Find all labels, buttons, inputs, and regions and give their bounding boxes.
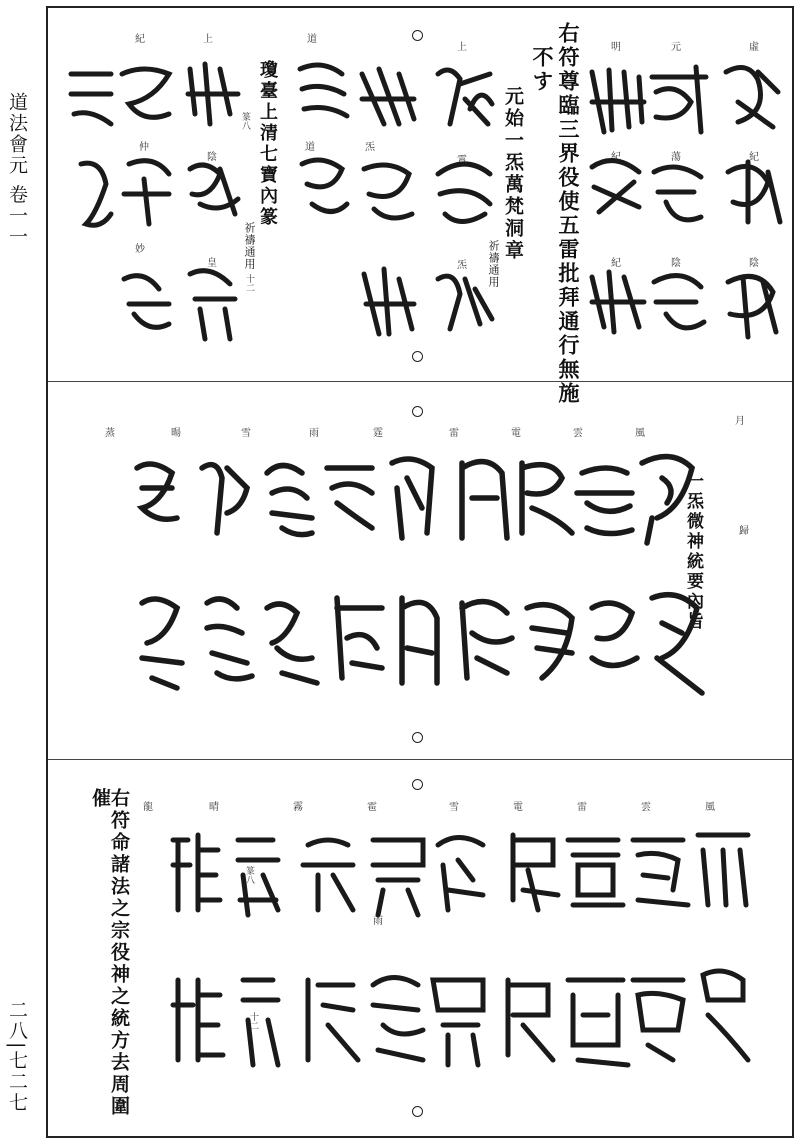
seal-script-glyph-row — [82, 448, 722, 708]
panel1-left-header: 瓊臺上清七寶內篆 — [257, 60, 278, 228]
panel1-left-header-extra: 十二 — [244, 274, 254, 292]
seal-label: 雷 — [577, 802, 587, 813]
seal-label: 雹 — [367, 802, 377, 813]
panel-divider-1 — [48, 381, 792, 382]
seal-script-glyph — [66, 54, 116, 234]
seal-label: 明 — [611, 42, 621, 53]
seal-label: 風 — [705, 802, 715, 813]
volume-title: 道法會元 卷一一 — [6, 92, 28, 248]
seal-label: 霄 — [457, 155, 467, 166]
seal-label: 紀 — [749, 152, 759, 163]
seal-label: 蕩 — [671, 152, 681, 163]
seal-label: 元 — [671, 42, 681, 53]
seal-label: 電 — [513, 802, 523, 813]
panel1-header: 右符尊臨三界役使五雷批拜通行無施 — [556, 22, 581, 406]
panel1-left-header-note: 祈禱通用 — [243, 222, 256, 270]
seal-label: 霆 — [373, 428, 383, 439]
seal-script-glyph — [180, 54, 245, 344]
seal-label: 炁 — [457, 260, 467, 271]
seal-script-glyph — [646, 52, 716, 352]
binding-hole — [412, 406, 423, 417]
seal-script-glyph — [718, 52, 788, 352]
panel1-subheader: 元始一炁萬梵洞章 — [502, 86, 524, 262]
seal-label: 上 — [457, 42, 467, 53]
seal-label: 紀 — [135, 34, 145, 45]
binding-hole — [412, 779, 423, 790]
seal-script-glyph-row — [128, 820, 758, 1090]
binding-hole — [412, 351, 423, 362]
seal-label: 暘 — [171, 428, 181, 439]
seal-script-glyph — [584, 52, 649, 352]
panel1-subheader-note: 祈禱通用 — [487, 240, 500, 288]
seal-label: 霧 — [293, 802, 303, 813]
binding-hole — [412, 732, 423, 743]
seal-label: 紀 — [611, 258, 621, 269]
seal-label: 雪 — [241, 428, 251, 439]
seal-label: 道 — [305, 142, 315, 153]
seal-script-glyph — [292, 54, 352, 234]
seal-label: 電 — [511, 428, 521, 439]
seal-label: 風 — [635, 428, 645, 439]
seal-label: 道 — [307, 34, 317, 45]
panel3-header: 右符命諸法之宗役神之統方去周圍催 — [89, 788, 130, 1118]
seal-label: 雪 — [449, 802, 459, 813]
binding-hole — [412, 1106, 423, 1117]
seal-label: 上 — [203, 34, 213, 45]
seal-label: 雨 — [309, 428, 319, 439]
seal-label: 蒸 — [105, 428, 115, 439]
seal-script-glyph — [430, 54, 500, 344]
seal-label: 仲 — [139, 142, 149, 153]
panel-divider-2 — [48, 759, 792, 760]
seal-label: 炁 — [365, 142, 375, 153]
panel3-small-note: 十二 — [248, 1012, 258, 1030]
seal-label: 陰 — [671, 258, 681, 269]
seal-label: 晴 — [209, 802, 219, 813]
seal-label: 陰 — [749, 258, 759, 269]
seal-label: 雨 — [373, 916, 383, 927]
seal-label: 雲 — [573, 428, 583, 439]
seal-label: 陰 — [207, 152, 217, 163]
seal-label: 歸 — [739, 526, 749, 537]
seal-label: 雲 — [641, 802, 651, 813]
binding-hole — [412, 30, 423, 41]
seal-script-glyph — [354, 54, 424, 344]
seal-label: 月 — [735, 416, 745, 427]
seal-label: 龍 — [143, 802, 153, 813]
seal-script-glyph — [114, 54, 179, 344]
panel1-header-cont: 不す — [530, 46, 555, 94]
panel3-small-note-2: 篆八 — [244, 866, 254, 884]
panel2-header: 一炁微神統要內旨 — [683, 472, 703, 632]
seal-label: 虛 — [749, 42, 759, 53]
seal-label: 紀 — [611, 152, 621, 163]
seal-label: 皇 — [207, 258, 217, 269]
seal-label: 雷 — [449, 428, 459, 439]
panel1-tiny-note: 篆八 — [240, 112, 250, 130]
seal-label: 妙 — [135, 244, 145, 255]
page-number: 二八|七二七 — [6, 1000, 28, 1114]
page-frame — [46, 6, 794, 1138]
